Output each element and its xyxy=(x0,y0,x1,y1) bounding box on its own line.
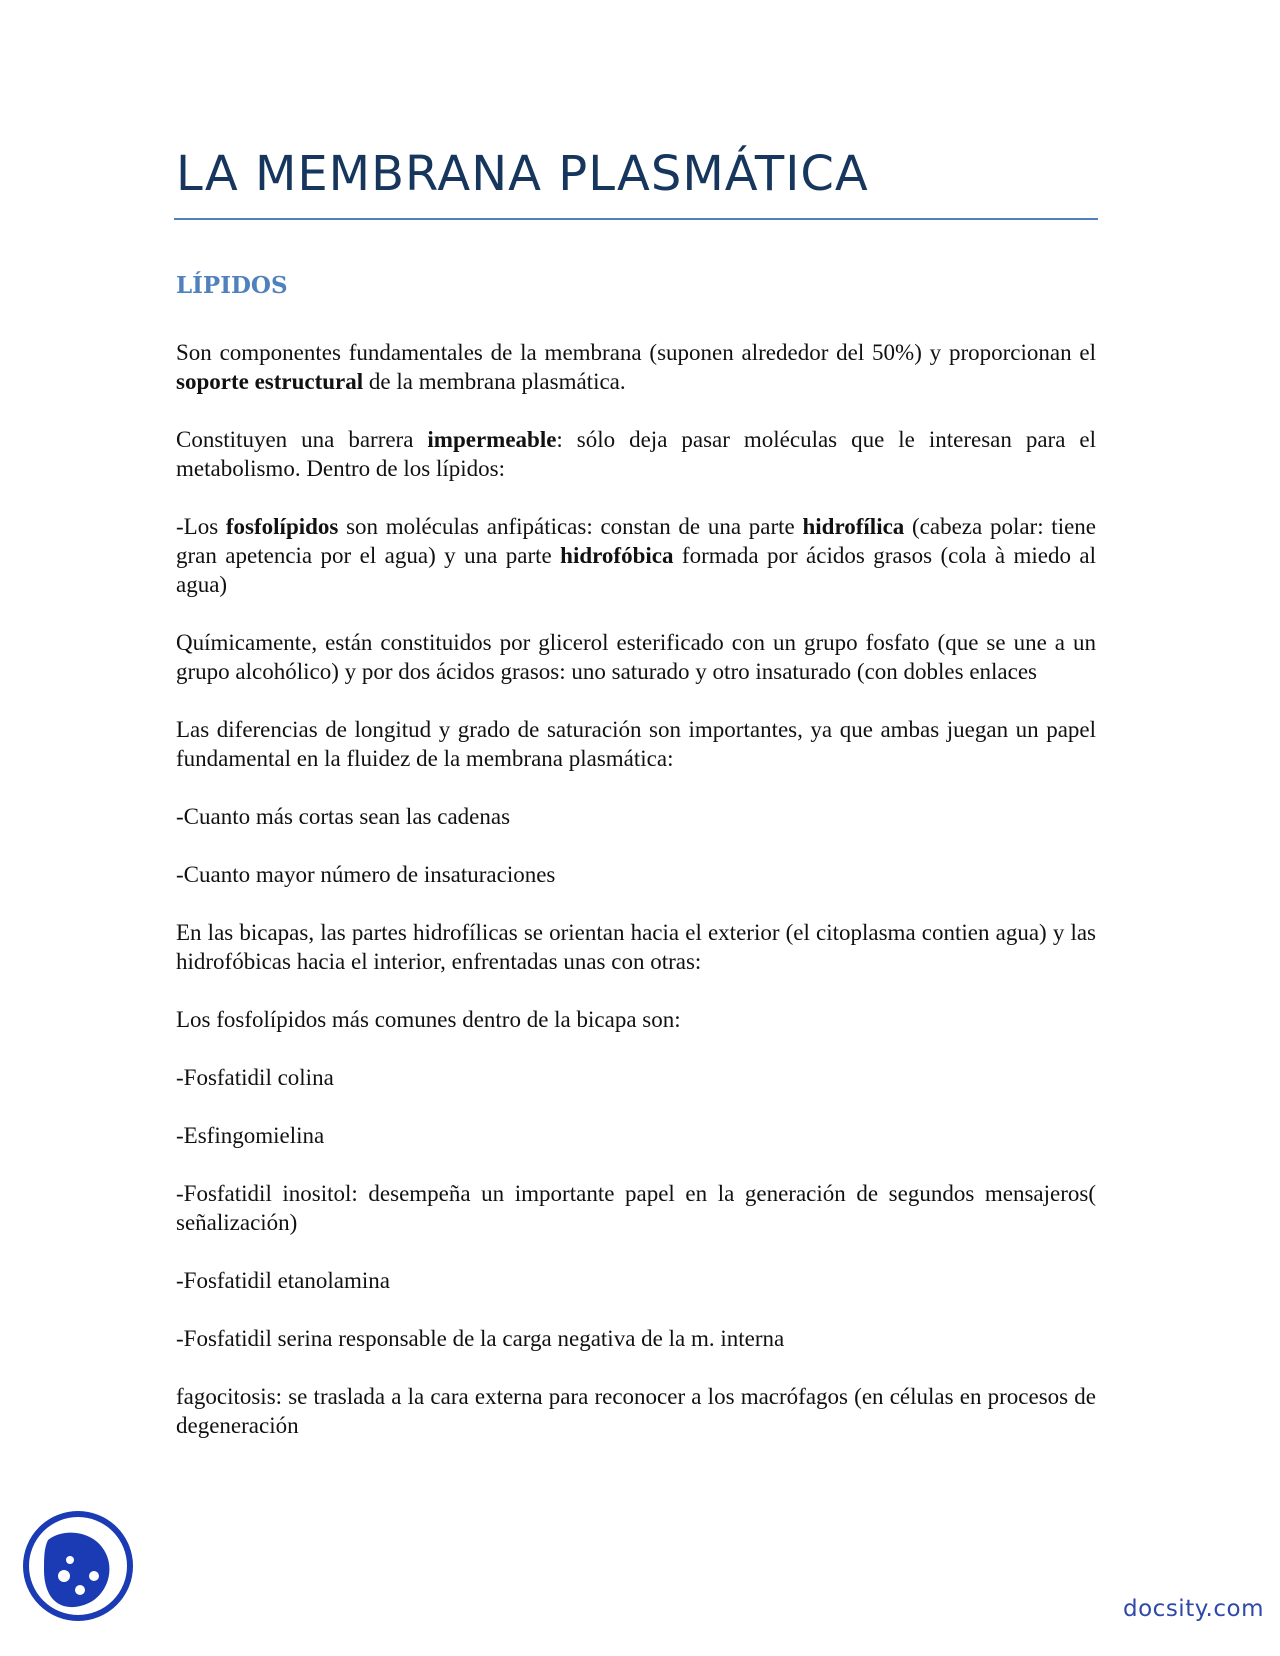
bold-term: soporte estructural xyxy=(176,369,364,394)
paragraph: fagocitosis: se traslada a la cara externa para reconocer a los macrófagos (en células en procesos de degeneración xyxy=(176,1384,1096,1438)
text-run: de la membrana plasmática. xyxy=(363,369,626,394)
bold-term: impermeable xyxy=(427,427,557,452)
list-item: -Esfingomielina xyxy=(176,1123,325,1148)
bold-term: hidrofóbica xyxy=(560,543,674,568)
bold-term: hidrofílica xyxy=(802,514,905,539)
text-run: son moléculas anfipáticas: constan de una parte xyxy=(338,514,803,539)
text-run: : sólo deja pasar moléculas que le interesan para el metabolismo. Dentro de los lípidos: xyxy=(176,427,1096,481)
section-heading: LÍPIDOS xyxy=(176,272,288,299)
paragraph: Las diferencias de longitud y grado de saturación son importantes, ya que ambas juegan un papel fundamental en la fluidez de la membrana plasmática: xyxy=(176,717,1096,771)
paragraph xyxy=(176,425,1096,483)
paragraph xyxy=(176,512,1096,599)
body-text xyxy=(176,338,1096,1469)
title-divider xyxy=(174,218,1098,220)
text-run: formada por ácidos grasos (cola à miedo al agua) xyxy=(176,543,1097,597)
paragraph: Químicamente, están constituidos por glicerol esterificado con un grupo fosfato (que se une a un grupo alcohólico) y por dos ácidos grasos: uno saturado y otro insaturado (con dobles enlaces xyxy=(176,630,1096,684)
list-item: -Fosfatidil etanolamina xyxy=(176,1268,390,1293)
text-run: -Los xyxy=(176,514,226,539)
paragraph: En las bicapas, las partes hidrofílicas se orientan hacia el exterior (el citoplasma contien agua) y las hidrofóbicas hacia el interior, enfrentadas unas con otras: xyxy=(176,920,1096,974)
list-item: -Cuanto mayor número de insaturaciones xyxy=(176,862,556,887)
list-item: -Cuanto más cortas sean las cadenas xyxy=(176,804,511,829)
paragraph: Los fosfolípidos más comunes dentro de la bicapa son: xyxy=(176,1007,681,1032)
list-item: -Fosfatidil colina xyxy=(176,1065,334,1090)
bold-term: fosfolípidos xyxy=(225,514,339,539)
list-item: -Fosfatidil serina responsable de la carga negativa de la m. interna xyxy=(176,1326,785,1351)
list-item: -Fosfatidil inositol: desempeña un importante papel en la generación de segundos mensajeros( señalización) xyxy=(176,1181,1096,1235)
text-run: Son componentes fundamentales de la membrana (suponen alrededor del 50%) y proporcionan el xyxy=(176,340,1096,365)
text-run: (cabeza polar: tiene gran apetencia por el agua) y una parte xyxy=(176,514,1097,568)
text-run: Constituyen una barrera xyxy=(176,427,428,452)
logo-graphic xyxy=(22,1510,134,1622)
docsity-logo-icon[interactable] xyxy=(22,1510,134,1622)
page-title: LA MEMBRANA PLASMÁTICA xyxy=(176,146,869,202)
brand-link[interactable]: docsity.com xyxy=(1123,1596,1264,1622)
paragraph xyxy=(176,338,1096,396)
